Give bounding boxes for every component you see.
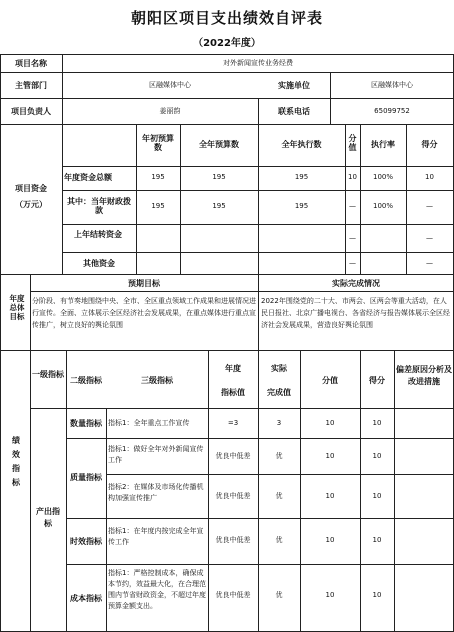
perf-header-annual-sub: 指标值 <box>221 388 245 397</box>
funds-row-label: 年度资金总额 <box>64 173 112 182</box>
perf-l1-output: 产出指标 <box>36 507 60 528</box>
rule <box>30 291 454 292</box>
rule <box>300 350 301 631</box>
perf-header-deviation: 偏差原因分析及改进措施 <box>396 365 452 386</box>
rule <box>0 124 454 125</box>
perf-row-l3: 指标1：做好全年对外新闻宣传工作 <box>108 445 204 464</box>
perf-row-actual: 优 <box>275 452 283 460</box>
phone-value: 65099752 <box>374 107 410 115</box>
perf-group-quantity: 数量指标 <box>70 419 102 428</box>
funds-row-label: 其他资金 <box>83 259 115 268</box>
rule <box>360 350 361 631</box>
funds-row-weight: — <box>349 202 356 210</box>
header-score: 得分 <box>421 140 438 149</box>
perf-row-l3: 指标2：在媒体及市场化传播机构加强宣传推广 <box>108 483 204 502</box>
perf-row-weight: 10 <box>325 591 335 599</box>
funds-row-full: 195 <box>212 173 226 181</box>
perf-row-target: 优良中低差 <box>215 536 251 544</box>
perf-header-l1: 一级指标 <box>32 370 64 379</box>
dept-value: 区融媒体中心 <box>149 81 191 89</box>
funds-row-weight: — <box>349 234 356 242</box>
perf-row-target: =3 <box>227 419 239 427</box>
rule <box>66 438 454 439</box>
funds-row-score: — <box>426 234 433 242</box>
phone-label: 联系电话 <box>278 107 310 116</box>
rule <box>0 98 454 99</box>
funds-row-executed: 195 <box>294 202 309 210</box>
perf-row-score: 10 <box>372 536 382 544</box>
perf-header-actual: 实际 <box>271 364 287 373</box>
perf-header-l3: 三级指标 <box>141 376 173 385</box>
funds-row-weight: — <box>349 259 356 267</box>
perf-header-l2: 二级指标 <box>70 376 102 385</box>
perf-row-score: 10 <box>372 452 382 460</box>
evaluation-table <box>0 54 454 632</box>
perf-row-actual: 优 <box>275 591 283 599</box>
rule <box>136 124 137 274</box>
perf-header-score: 得分 <box>369 376 385 385</box>
rule <box>66 518 454 519</box>
perf-row-l3: 指标1：在年度内按完成全年宣传工作 <box>108 527 204 546</box>
funds-row-initial: 195 <box>151 202 165 210</box>
perf-row-target: 优良中低差 <box>215 492 251 500</box>
perf-header-annual: 年度 <box>225 364 241 373</box>
project-name-value: 对外新闻宣传业务经费 <box>223 59 293 67</box>
funds-row-label: 其中：当年财政拨款 <box>67 197 131 215</box>
goals-actual-text: 2022年围绕党的二十大、市两会、区两会等重大活动，在人民日报社、北京广播电视台、各省经济与报告媒体展示全区经济社会发展成果，营造良好舆论氛围 <box>261 297 450 329</box>
perf-row-weight: 10 <box>325 419 335 427</box>
funds-row-full: 195 <box>212 202 226 210</box>
funds-unit-label: （万元） <box>15 200 47 209</box>
header-full-budget: 全年预算数 <box>199 140 239 149</box>
rule <box>66 564 454 565</box>
rule <box>330 72 331 124</box>
lead-label: 项目负责人 <box>11 107 51 116</box>
perf-row-score: 10 <box>372 492 382 500</box>
header-initial-budget: 年初预算数 <box>142 134 174 152</box>
rule <box>30 408 454 409</box>
funds-section-label: 项目资金 <box>15 184 47 193</box>
rule <box>394 350 395 631</box>
rule <box>0 54 454 55</box>
rule <box>106 474 454 475</box>
project-name-label: 项目名称 <box>15 59 47 68</box>
perf-row-weight: 10 <box>325 492 335 500</box>
perf-header-actual-sub: 完成值 <box>267 388 291 397</box>
page-title: 朝阳区项目支出绩效自评表 <box>130 9 323 27</box>
impl-label: 实施单位 <box>278 81 310 90</box>
perf-row-l3: 指标1：严格控制成本，确保成本节约，效益最大化，在合理范围内节省财政资金，不超过年度预算金额支出。 <box>108 569 206 610</box>
perf-row-score: 10 <box>372 591 382 599</box>
goals-section-label: 年度总体目标 <box>9 294 25 321</box>
funds-row-initial: 195 <box>151 173 165 181</box>
perf-row-weight: 10 <box>325 452 335 460</box>
lead-value: 姜丽韵 <box>159 107 181 115</box>
funds-row-executed: 195 <box>294 173 309 181</box>
funds-row-score: — <box>426 202 433 210</box>
goals-expected-text: 分阶段、有节奏地围绕中央、全市、全区重点领域工作成果和进展情况进行宣传。全面、立体展示全区经济社会发展成果，在重点媒体进行重点宣传推广，树立良好的舆论氛围 <box>32 297 256 329</box>
header-score-weight: 分值 <box>348 134 357 152</box>
dept-label: 主管部门 <box>15 81 47 90</box>
funds-row-rate: 100% <box>372 173 393 181</box>
rule <box>62 54 63 274</box>
funds-row-label: 上年结转资金 <box>74 230 122 239</box>
perf-group-cost: 成本指标 <box>70 594 102 603</box>
perf-row-weight: 10 <box>325 536 335 544</box>
perf-group-timeliness: 时效指标 <box>70 537 102 546</box>
perf-group-quality: 质量指标 <box>70 473 102 482</box>
header-exec-rate: 执行率 <box>371 140 395 149</box>
perf-header-weight: 分值 <box>322 376 338 385</box>
goals-expected-header: 预期目标 <box>128 279 160 288</box>
funds-row-weight: 10 <box>348 173 357 181</box>
rule <box>0 54 1 632</box>
rule <box>0 350 454 351</box>
goals-actual-header: 实际完成情况 <box>332 279 380 288</box>
perf-row-actual: 优 <box>275 492 283 500</box>
rule <box>258 98 259 274</box>
funds-row-score: — <box>426 259 433 267</box>
rule <box>66 350 67 631</box>
header-executed: 全年执行数 <box>281 140 322 149</box>
impl-value: 区融媒体中心 <box>371 81 413 89</box>
rule <box>30 274 31 631</box>
perf-row-actual: 3 <box>276 419 282 427</box>
rule <box>345 124 346 274</box>
perf-row-score: 10 <box>372 419 382 427</box>
perf-row-actual: 优 <box>275 536 283 544</box>
rule <box>106 408 107 631</box>
perf-row-target: 优良中低差 <box>215 452 251 460</box>
funds-row-score: 10 <box>425 173 434 181</box>
funds-row-rate: 100% <box>372 202 393 210</box>
rule <box>0 72 454 73</box>
perf-row-target: 优良中低差 <box>215 591 251 599</box>
perf-section-label: 绩效指标 <box>12 436 20 487</box>
perf-row-l3: 指标1：全年重点工作宣传 <box>108 419 190 427</box>
page-subtitle: （2022年度） <box>193 38 261 49</box>
rule <box>0 274 454 275</box>
